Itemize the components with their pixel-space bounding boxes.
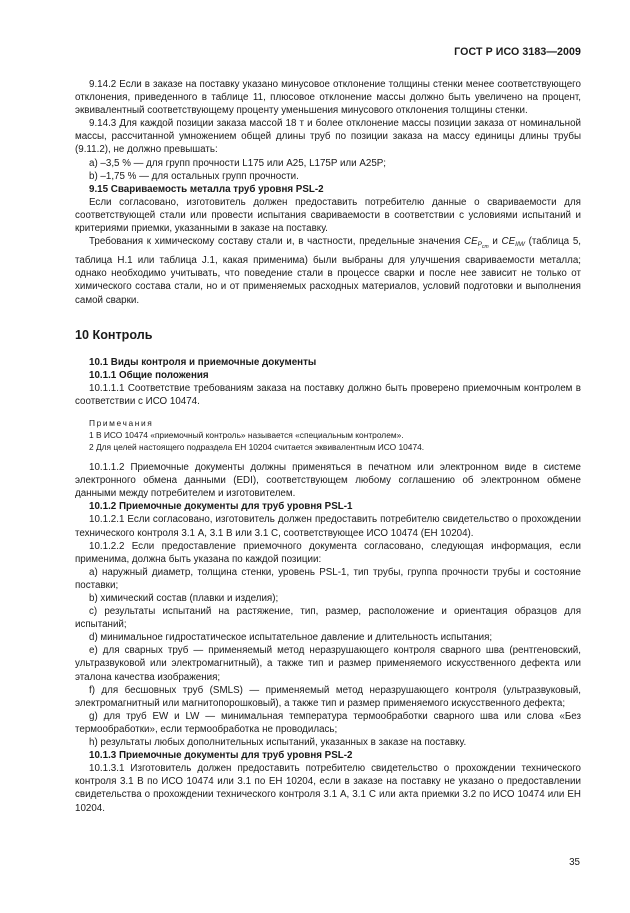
page-header: ГОСТ Р ИСО 3183—2009 xyxy=(454,46,581,58)
list-item-e: e) для сварных труб — применяемый метод неразрушающего контроля сварного шва (рентгеновский, ультразвуковой или электромагнитный), а также тип и размер применяемого искусственного дефекта или эталона качества изображения; xyxy=(75,645,581,683)
notes-title: Примечания xyxy=(89,418,154,429)
paragraph-10-1-1-2: 10.1.1.2 Приемочные документы должны применяться в печатном или электронном виде в системе электронного обмена данными (EDI), соответствующем любому соглашению об электронном обмене данными между потребителем и изготовителем. xyxy=(75,462,581,500)
paragraph-10-1-3-1: 10.1.3.1 Изготовитель должен предоставить потребителю свидетельство о прохождении технического контроля 3.1 В по ИСО 10474 или 3.1 по ЕН 10204, если в заказе на поставку не указано о предоставлении свидетельства о прохождении технического контроля 3.1 А, 3.1 С или акта приемки 3.2 по ИСО 10474 или ЕН 10204. xyxy=(75,763,581,814)
note-1: 1 В ИСО 10474 «приемочный контроль» называется «специальным контролем». xyxy=(89,430,404,441)
paragraph-9-14-3: 9.14.3 Для каждой позиции заказа массой 18 т и более отклонение массы позиции заказа от номинальной массы, рассчитанной умножением общей длины труб по позиции заказа на массу единицы длины трубы (9.11.2), не должно превышать: xyxy=(75,118,581,156)
heading-10: 10 Контроль xyxy=(75,327,153,342)
list-item-d: d) минимальное гидростатическое испытательное давление и длительность испытания; xyxy=(89,632,493,644)
ce-iiw-formula xyxy=(502,236,525,247)
list-item-h: h) результаты любых дополнительных испытаний, указанных в заказе на поставку. xyxy=(89,737,467,749)
heading-10-1-2: 10.1.2 Приемочные документы для труб уровня PSL-1 xyxy=(89,501,353,513)
heading-9-15: 9.15 Свариваемость металла труб уровня PSL-2 xyxy=(89,183,324,195)
paragraph-10-1-1-1: 10.1.1.1 Соответствие требованиям заказа на поставку должно быть проверено приемочным контролем в соответствии с ИСО 10474. xyxy=(75,382,581,407)
page-content xyxy=(75,78,581,815)
ce-and: и xyxy=(492,236,498,248)
paragraph-9-15-2-post: (таблица 5, таблица H.1 или таблица J.1, какая применима) были выбраны для улучшения свариваемости металла; однако необходимо учитывать, что поведение стали в процессе сварки и после нее зависит не только от химического состава стали, но и от применяемых расходных материалов, условий подготовки и выполнения самой сварки. xyxy=(75,236,581,306)
list-item-9-14-3-b: b) –1,75 % — для остальных групп прочности. xyxy=(89,170,299,182)
ce-pcm-formula xyxy=(464,236,489,251)
paragraph-9-14-2: 9.14.2 Если в заказе на поставку указано минусовое отклонение толщины стенки менее соответствующего отклонения, приведенного в таблице 11, плюсовое отклонение массы должно быть увеличено на процент, эквивалентный соответствующему проценту уменьшения минусового отклонения толщины стенки. xyxy=(75,79,581,117)
paragraph-9-15-1: Если согласовано, изготовитель должен предоставить потребителю данные о свариваемости для соответствующей стали или провести испытания свариваемости в соответствии с условиями испытаний и критериями приемки, указанными в заказе на поставку. xyxy=(75,196,581,235)
paragraph-10-1-2-2: 10.1.2.2 Если предоставление приемочного документа согласовано, следующая информация, если применима, должна быть указана по каждой позиции: xyxy=(75,540,581,565)
heading-10-1-3: 10.1.3 Приемочные документы для труб уровня PSL-2 xyxy=(89,750,353,762)
paragraph-9-15-2-pre: Требования к химическому составу стали и, в частности, предельные значения xyxy=(89,236,461,248)
paragraph-9-15-2 xyxy=(75,235,581,306)
ce-pcm-subsub: cm xyxy=(481,244,489,251)
paragraph-10-1-2-1: 10.1.2.1 Если согласовано, изготовитель должен предоставить потребителю свидетельство о прохождении технического контроля 3.1 А, 3.1 В или 3.1 С, соответствующее ИСО 10474 (ЕН 10204). xyxy=(75,514,581,539)
list-item-f: f) для бесшовных труб (SMLS) — применяемый метод неразрушающего контроля (ультразвуковый, электромагнитный или магнитопорошковый), а также тип и размер применяемого искусственного дефекта; xyxy=(75,684,581,709)
ce-iiw-main: CE xyxy=(501,236,516,248)
ce-pcm-main: CE xyxy=(464,236,478,248)
ce-iiw-sub: IIW xyxy=(515,241,525,249)
page-number: 35 xyxy=(569,857,580,868)
notes-block xyxy=(75,417,581,453)
list-item-a: a) наружный диаметр, толщина стенки, уровень PSL-1, тип трубы, группа прочности трубы и состояние поставки; xyxy=(75,566,581,591)
list-item-g: g) для труб EW и LW — минимальная температура термообработки сварного шва или слова «Без термообработки», если термообработка не проводилась; xyxy=(75,710,581,735)
ce-pcm-sub: P xyxy=(477,241,482,249)
list-item-b: b) химический состав (плавки и изделия); xyxy=(89,593,279,604)
heading-10-1-1: 10.1.1 Общие положения xyxy=(89,369,209,381)
note-2: 2 Для целей настоящего подраздела ЕН 10204 считается эквивалентным ИСО 10474. xyxy=(89,442,425,453)
list-item-c: c) результаты испытаний на растяжение, тип, размер, расположение и ориентация образцов для испытаний; xyxy=(75,606,581,631)
list-item-9-14-3-a: a) –3,5 % — для групп прочности L175 или A25, L175P или A25P; xyxy=(89,157,387,169)
heading-10-1: 10.1 Виды контроля и приемочные документы xyxy=(89,356,317,368)
